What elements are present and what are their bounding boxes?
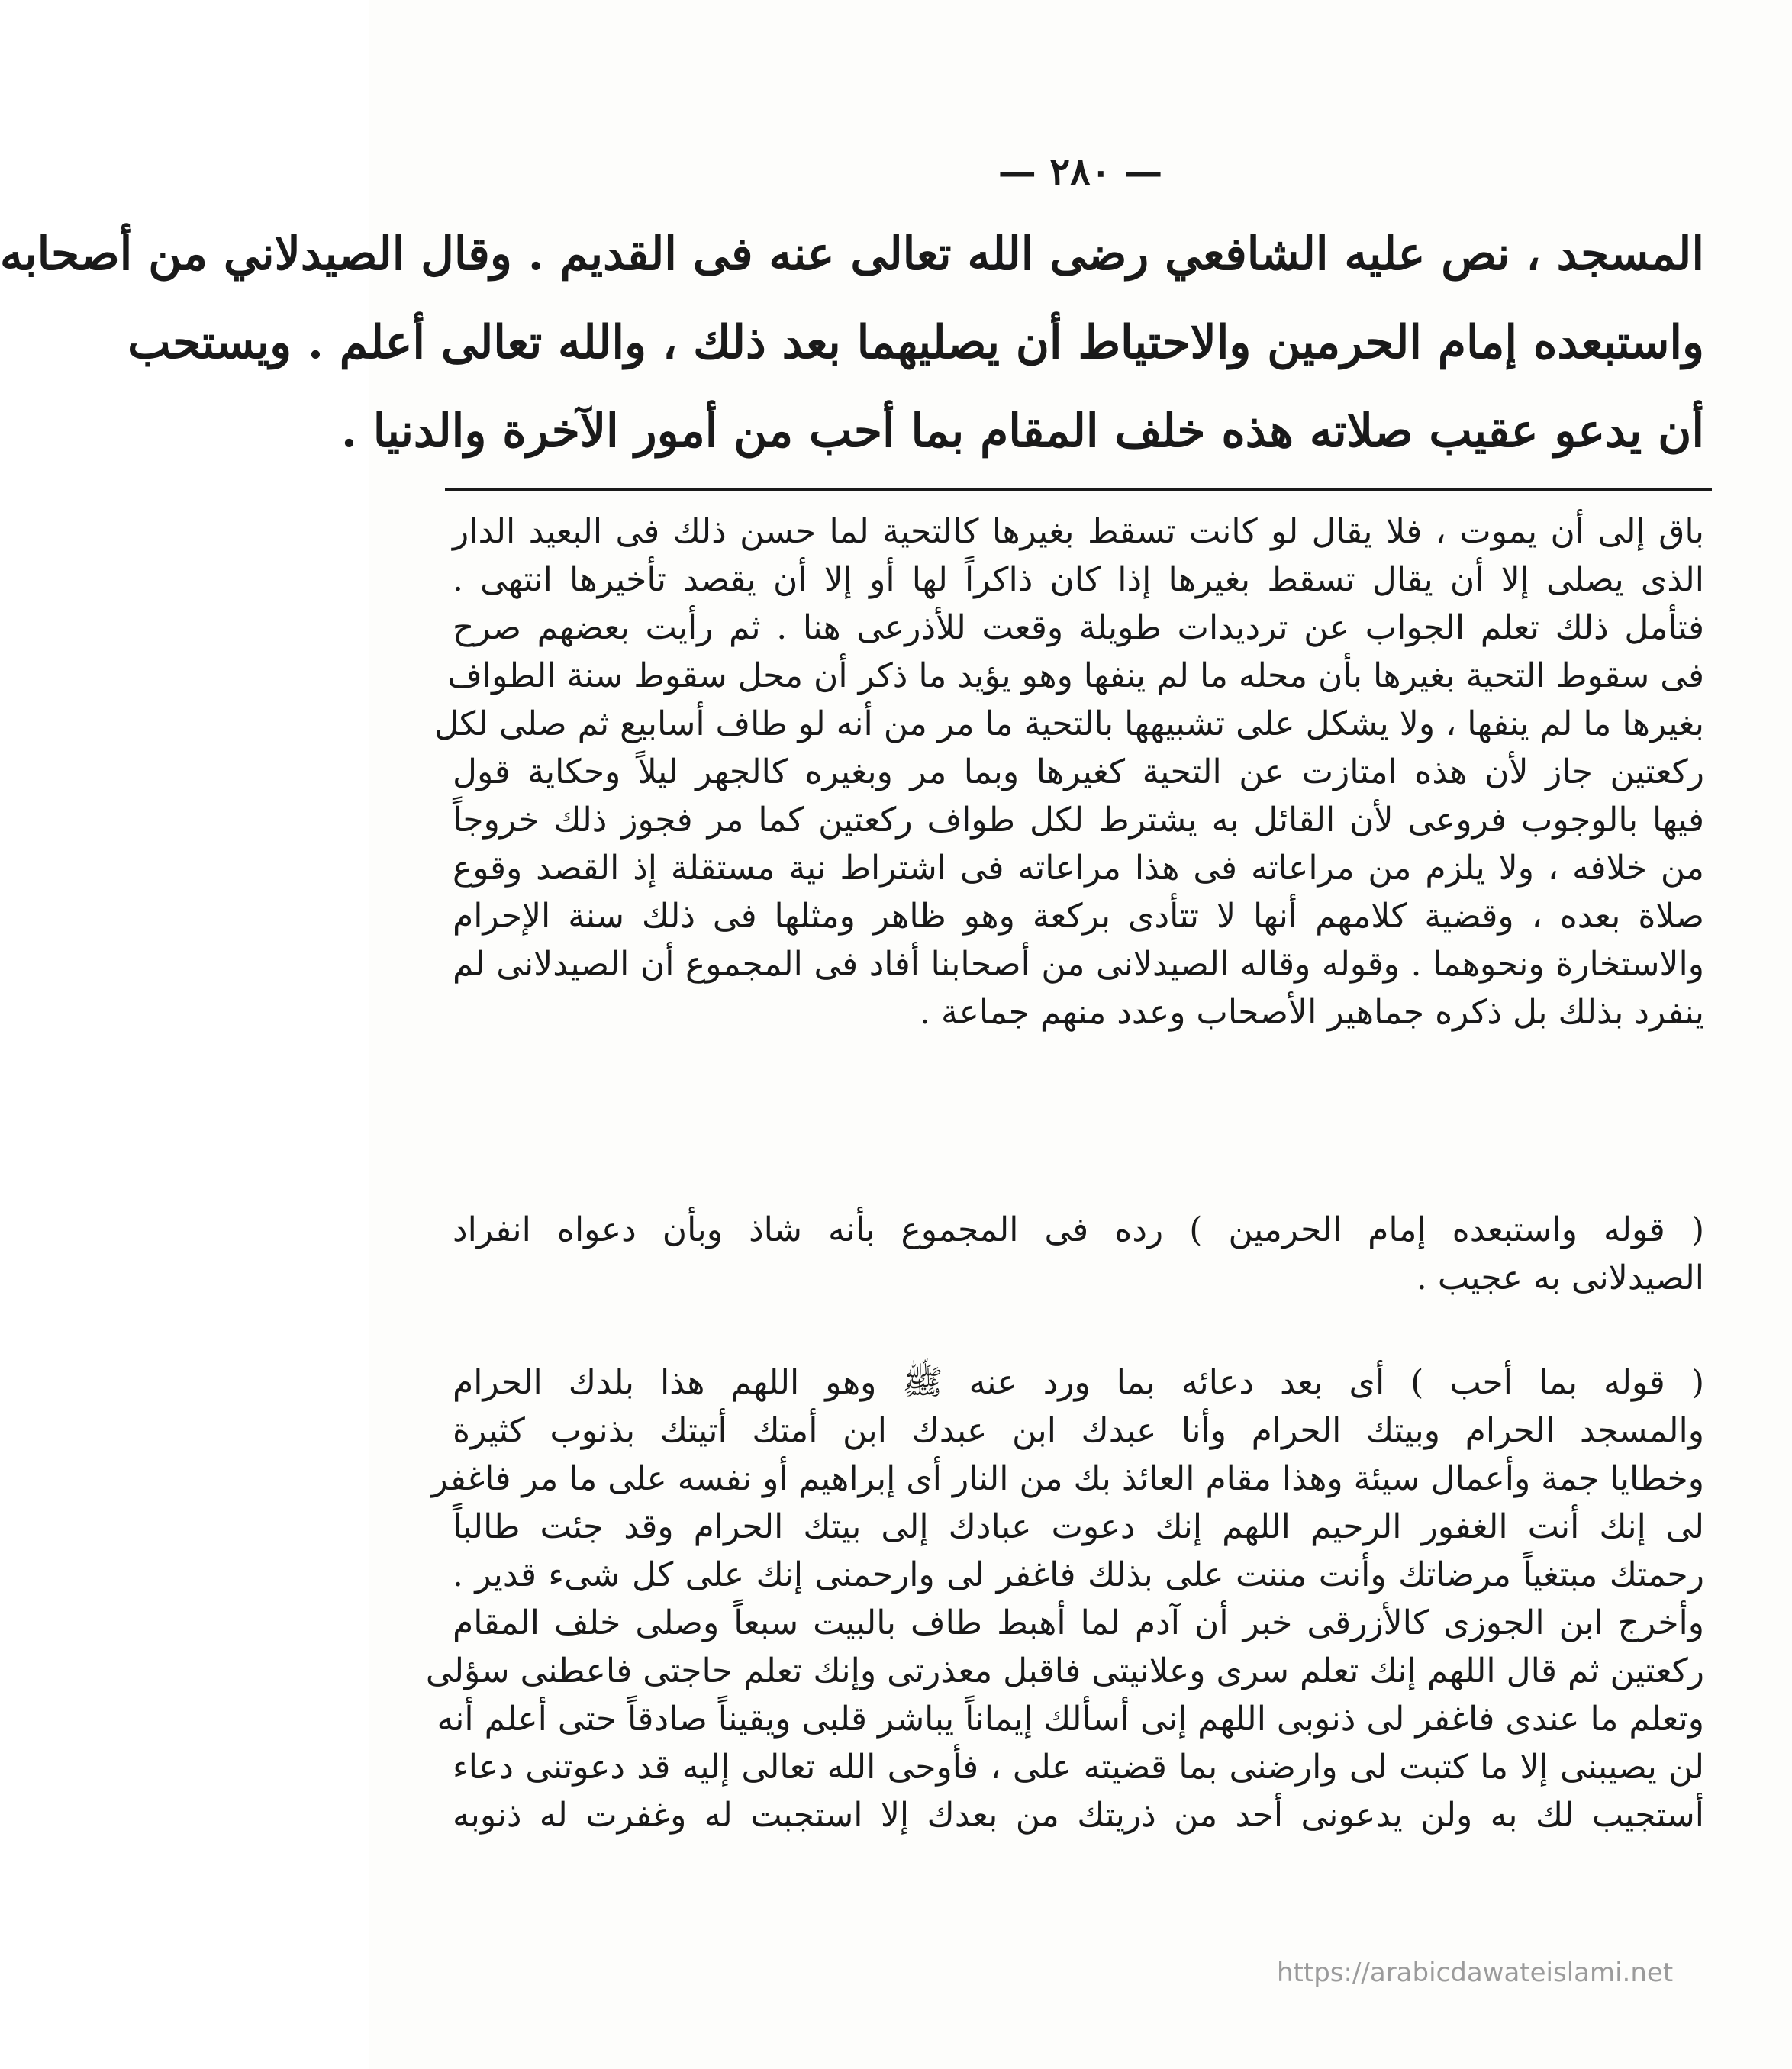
commentary-paragraph-3 bbox=[425, 1358, 1704, 1839]
commentary-line: أستجيب لك به ولن يدعونى أحد من ذريتك من بعدك إلا استجبت له وغفرت له ذنوبه bbox=[453, 1796, 1704, 1835]
commentary-line: والاستخارة ونحوهما . وقوله وقاله الصيدلانى من أصحابنا أفاد فى المجموع أن الصيدلانى لم bbox=[453, 945, 1704, 984]
commentary-line: ( قوله واستبعده إمام الحرمين ) رده فى المجموع بأنه شاذ وبأن دعواه انفراد bbox=[453, 1210, 1704, 1249]
commentary-line: الذى يصلى إلا أن يقال تسقط بغيرها إذا كان ذاكراً لها أو إلا أن يقصد تأخيرها انتهى . bbox=[453, 560, 1705, 599]
main-text-line: المسجد ، نص عليه الشافعي رضى الله تعالى عنه فى القديم . وقال الصيدلاني من أصحابه bbox=[0, 227, 1704, 281]
commentary-line: باق إلى أن يموت ، فلا يقال لو كانت تسقط بغيرها كالتحية لما حسن ذلك فى البعيد الدار bbox=[453, 512, 1704, 551]
commentary-line: ركعتين ثم قال اللهم إنك تعلم سرى وعلانيتى فاقبل معذرتى وإنك تعلم حاجتى فاعطنى سؤلى bbox=[425, 1652, 1704, 1690]
commentary-line: الصيدلانى به عجيب . bbox=[1416, 1258, 1704, 1297]
commentary-line: وخطايا جمة وأعمال سيئة وهذا مقام العائذ بك من النار أى إبراهيم أو نفسه على ما مر فاغفر bbox=[431, 1459, 1704, 1498]
commentary-line: رحمتك مبتغياً مرضاتك وأنت مننت على بذلك فاغفر لى وارحمنى إنك على كل شىء قدير . bbox=[453, 1555, 1704, 1594]
commentary-line: فتأمل ذلك تعلم الجواب عن ترديدات طويلة وقعت للأذرعى هنا . ثم رأيت بعضهم صرح bbox=[453, 608, 1704, 647]
main-text-line: أن يدعو عقيب صلاته هذه خلف المقام بما أحب من أمور الآخرة والدنيا . bbox=[341, 404, 1704, 458]
commentary-line: ( قوله بما أحب ) أى بعد دعائه بما ورد عنه ﷺ وهو اللهم هذا بلدك الحرام bbox=[453, 1363, 1704, 1402]
commentary-line: ركعتين جاز لأن هذه امتازت عن التحية كغيرها وبما مر وبغيره كالجهر ليلاً وحكاية قول bbox=[453, 753, 1704, 791]
commentary-line: لن يصيبنى إلا ما كتبت لى وارضنى بما قضيته على ، فأوحى الله تعالى إليه قد دعوتنى دعاء bbox=[453, 1748, 1704, 1787]
commentary-line: فى سقوط التحية بغيرها بأن محله ما لم ينفها وهو يؤيد ما ذكر أن محل سقوط سنة الطواف bbox=[447, 656, 1704, 695]
commentary-line: من خلافه ، ولا يلزم من مراعاته فى هذا مراعاته فى اشتراط نية مستقلة إذ القصد وقوع bbox=[453, 849, 1704, 888]
commentary-line: صلاة بعده ، وقضية كلامهم أنها لا تتأدى بركعة وهو ظاهر ومثلها فى ذلك سنة الإحرام bbox=[453, 897, 1704, 936]
commentary-line: وتعلم ما عندى فاغفر لى ذنوبى اللهم إنى أسألك إيماناً يباشر قلبى ويقيناً صادقاً حتى أعلم أنه bbox=[437, 1700, 1704, 1739]
commentary-line: ينفرد بذلك بل ذكره جماهير الأصحاب وعدد منهم جماعة . bbox=[920, 993, 1704, 1032]
main-text-line: واستبعده إمام الحرمين والاحتياط أن يصليهما بعد ذلك ، والله تعالى أعلم . ويستحب bbox=[127, 316, 1704, 369]
commentary-line: والمسجد الحرام وبيتك الحرام وأنا عبدك ابن عبدك ابن أمتك أتيتك بذنوب كثيرة bbox=[453, 1411, 1704, 1450]
commentary-paragraph-1 bbox=[433, 508, 1705, 1036]
main-text-block bbox=[0, 210, 1704, 475]
page-number: — ٢٨٠ — bbox=[998, 149, 1163, 194]
commentary-line: لى إنك أنت الغفور الرحيم اللهم إنك دعوت عبادك إلى بيتك الحرام وقد جئت طالباً bbox=[453, 1507, 1704, 1546]
commentary-line: فيها بالوجوب فروعى لأن القائل به يشترط لكل طواف ركعتين كما مر فجوز ذلك خروجاً bbox=[453, 801, 1704, 840]
source-watermark: https://arabicdawateislami.net bbox=[1277, 1958, 1674, 1988]
commentary-paragraph-2 bbox=[453, 1206, 1704, 1302]
section-divider bbox=[445, 488, 1712, 491]
commentary-line: بغيرها ما لم ينفها ، ولا يشكل على تشبيهها بالتحية ما مر من أنه لو طاف أسابيع ثم صلى لكل bbox=[433, 704, 1704, 743]
commentary-line: وأخرج ابن الجوزى كالأزرقى خبر أن آدم لما أهبط طاف بالبيت سبعاً وصلى خلف المقام bbox=[453, 1603, 1704, 1642]
